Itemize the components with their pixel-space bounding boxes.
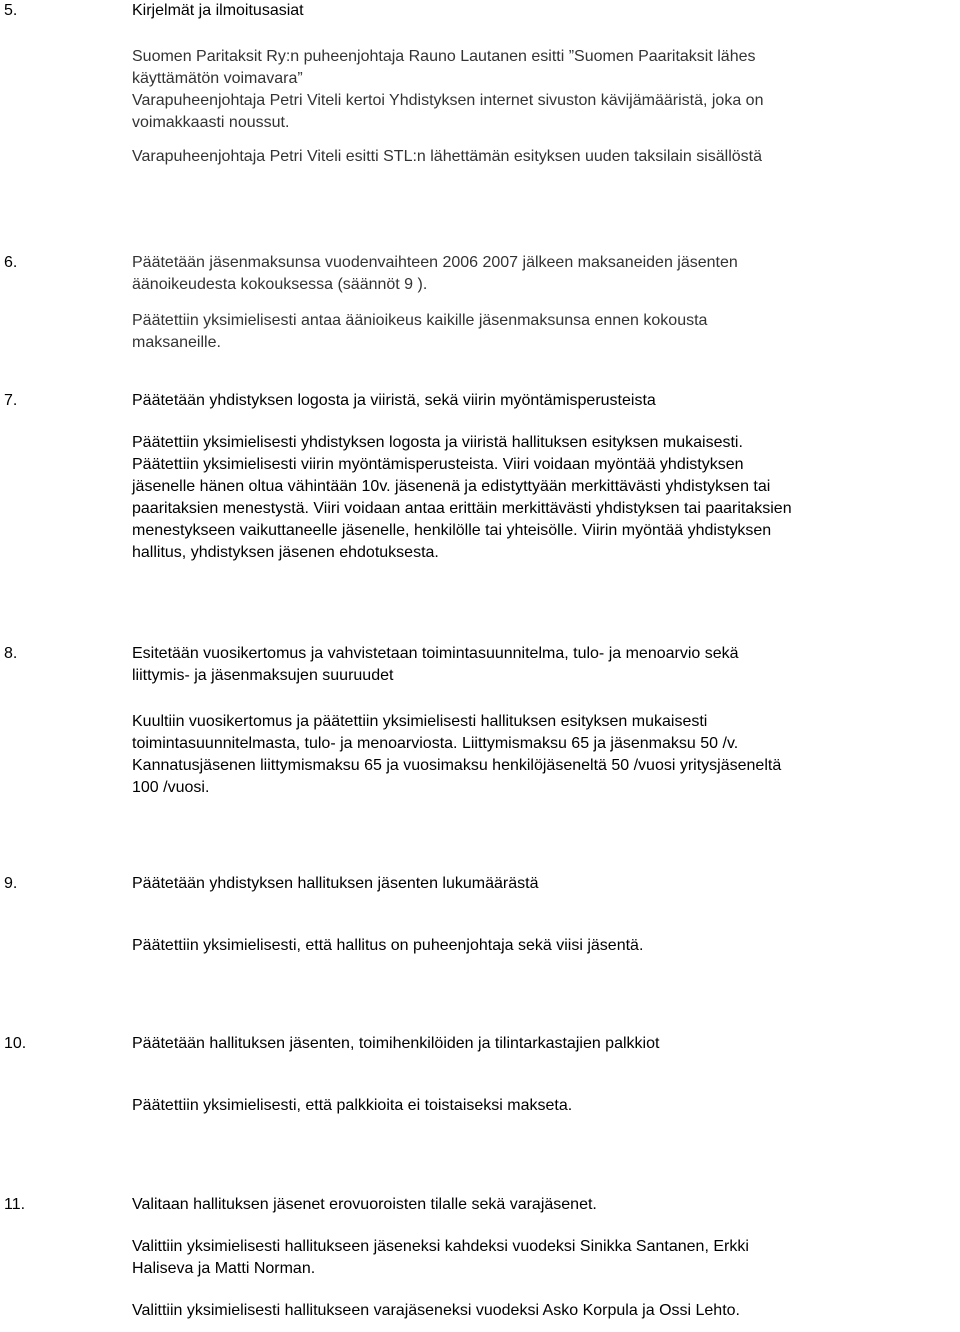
section-heading: Kirjelmät ja ilmoitusasiat bbox=[132, 2, 304, 19]
section-number: 10. bbox=[4, 1035, 27, 1052]
decision-line: maksaneille. bbox=[132, 334, 221, 351]
decision-line: Valittiin yksimielisesti hallitukseen jäseneksi kahdeksi vuodeksi Sinikka Santanen, Erkki bbox=[132, 1238, 749, 1255]
decision-line: Valittiin yksimielisesti hallitukseen varajäseneksi vuodeksi Asko Korpula ja Ossi Lehto. bbox=[132, 1302, 740, 1319]
section-heading: äänoikeudesta kokouksessa (säännöt 9 ). bbox=[132, 276, 428, 293]
decision-line: Haliseva ja Matti Norman. bbox=[132, 1260, 316, 1277]
section-number: 8. bbox=[4, 645, 18, 662]
paragraph-line: voimakkaasti noussut. bbox=[132, 114, 290, 131]
decision-line: 100 /vuosi. bbox=[132, 779, 210, 796]
decision-line: Päätettiin yksimielisesti antaa äänioikeus kaikille jäsenmaksunsa ennen kokousta bbox=[132, 312, 708, 329]
decision-line: toimintasuunnitelmasta, tulo- ja menoarviosta. Liittymismaksu 65 ja jäsenmaksu 50 /v. bbox=[132, 735, 739, 752]
section-heading: Päätetään yhdistyksen hallituksen jäsenten lukumäärästä bbox=[132, 875, 539, 892]
section-number: 11. bbox=[4, 1196, 26, 1213]
section-heading: liittymis- ja jäsenmaksujen suuruudet bbox=[132, 667, 394, 684]
paragraph-line: Varapuheenjohtaja Petri Viteli esitti STL:n lähettämän esityksen uuden taksilain sisällöstä bbox=[132, 148, 762, 165]
decision-line: paaritaksien menestystä. Viiri voidaan antaa erittäin merkittävästi yhdistyksen tai paaritaksien bbox=[132, 500, 792, 517]
section-heading: Päätetään jäsenmaksunsa vuodenvaihteen 2006 2007 jälkeen maksaneiden jäsenten bbox=[132, 254, 738, 271]
section-number: 9. bbox=[4, 875, 18, 892]
section-heading: Päätetään yhdistyksen logosta ja viiristä, sekä viirin myöntämisperusteista bbox=[132, 392, 656, 409]
decision-line: jäsenelle hänen oltua vähintään 10v. jäsenenä ja edistyttyään merkittävästi yhdistyksen tai bbox=[132, 478, 771, 495]
section-number: 6. bbox=[4, 254, 18, 271]
decision-line: Kuultiin vuosikertomus ja päätettiin yksimielisesti hallituksen esityksen mukaisesti bbox=[132, 713, 708, 730]
section-number: 5. bbox=[4, 2, 18, 19]
decision-line: Päätettiin yksimielisesti, että palkkioita ei toistaiseksi makseta. bbox=[132, 1097, 573, 1114]
decision-line: hallitus, yhdistyksen jäsenen ehdotuksesta. bbox=[132, 544, 439, 561]
decision-line: Päätettiin yksimielisesti viirin myöntämisperusteista. Viiri voidaan myöntää yhdistyksen bbox=[132, 456, 744, 473]
decision-line: Päätettiin yksimielisesti yhdistyksen logosta ja viiristä hallituksen esityksen mukaisesti. bbox=[132, 434, 743, 451]
paragraph-line: käyttämätön voimavara” bbox=[132, 70, 303, 87]
section-heading: Esitetään vuosikertomus ja vahvistetaan toimintasuunnitelma, tulo- ja menoarvio sekä bbox=[132, 645, 739, 662]
decision-line: Päätettiin yksimielisesti, että hallitus on puheenjohtaja sekä viisi jäsentä. bbox=[132, 937, 644, 954]
paragraph-line: Varapuheenjohtaja Petri Viteli kertoi Yhdistyksen internet sivuston kävijämääristä, joka on bbox=[132, 92, 764, 109]
section-number: 7. bbox=[4, 392, 18, 409]
paragraph-line: Suomen Paritaksit Ry:n puheenjohtaja Rauno Lautanen esitti ”Suomen Paaritaksit lähes bbox=[132, 48, 756, 65]
section-heading: Valitaan hallituksen jäsenet erovuoroisten tilalle sekä varajäsenet. bbox=[132, 1196, 597, 1213]
section-heading: Päätetään hallituksen jäsenten, toimihenkilöiden ja tilintarkastajien palkkiot bbox=[132, 1035, 660, 1052]
decision-line: menestykseen vaikuttaneelle jäsenelle, henkilölle tai yhteisölle. Viirin myöntää yhdistyksen bbox=[132, 522, 772, 539]
decision-line: Kannatusjäsenen liittymismaksu 65 ja vuosimaksu henkilöjäseneltä 50 /vuosi yritysjäseneltä bbox=[132, 757, 782, 774]
